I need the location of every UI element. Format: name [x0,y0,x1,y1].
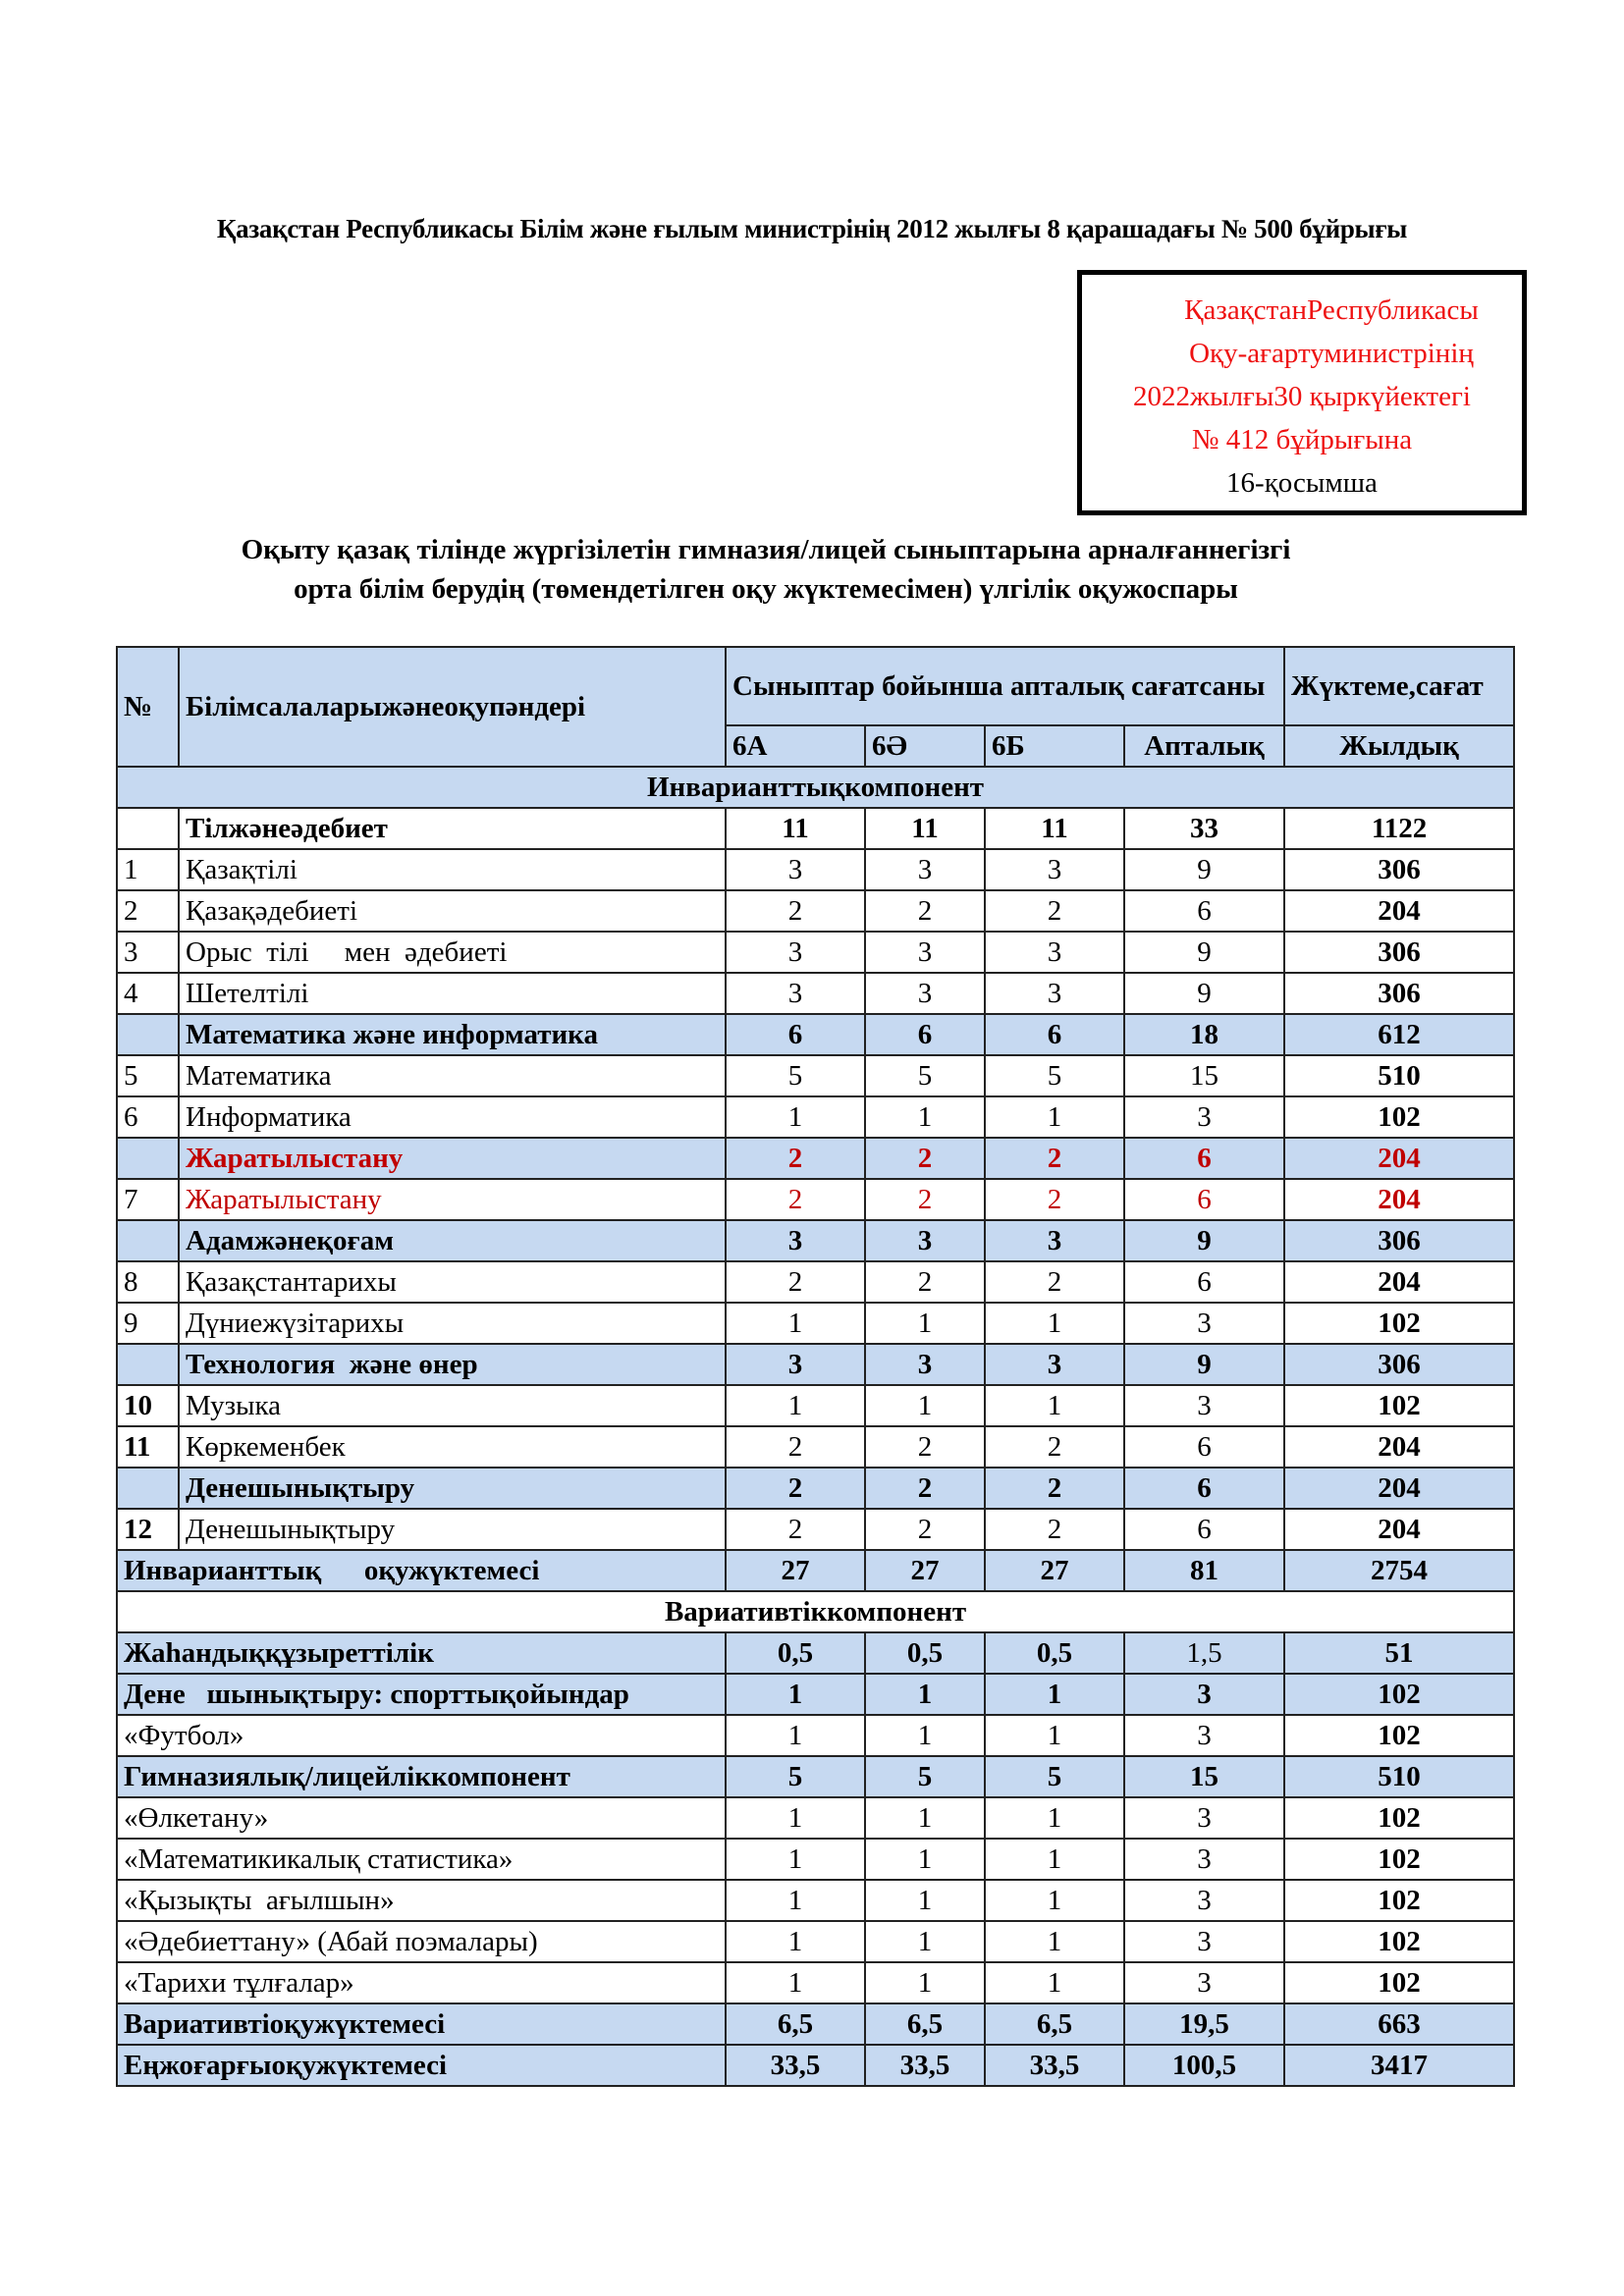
hours-6a: 1 [726,1880,865,1921]
table-row [117,1014,1514,1055]
hours-yearly: 102 [1284,1715,1514,1756]
hours-6e: 5 [865,1055,985,1096]
hours-6b: 0,5 [985,1632,1124,1674]
row-number [117,1344,179,1385]
hours-6e: 6 [865,1014,985,1055]
subject-name: Тілжәнеәдебиет [179,808,726,849]
document-title-line: орта білім берудің (төмендетілген оқу жүктемесімен) үлгілік оқужоспары [294,573,1238,605]
hours-6b: 1 [985,1096,1124,1138]
hours-yearly: 204 [1284,1138,1514,1179]
hours-6e: 5 [865,1756,985,1797]
subject-name: Көркеменбек [179,1426,726,1468]
hours-6e: 6,5 [865,2003,985,2045]
row-number: 3 [117,932,179,973]
hours-yearly: 102 [1284,1962,1514,2003]
hours-yearly: 510 [1284,1055,1514,1096]
header-num: № [117,647,179,767]
section-heading-invariant [117,767,1514,808]
row-number: 2 [117,890,179,932]
hours-yearly: 306 [1284,849,1514,890]
hours-weekly: 81 [1124,1550,1284,1591]
hours-weekly: 3 [1124,1096,1284,1138]
hours-6b: 3 [985,1344,1124,1385]
hours-weekly: 15 [1124,1756,1284,1797]
table-row [117,1344,1514,1385]
hours-yearly: 102 [1284,1385,1514,1426]
hours-weekly: 3 [1124,1674,1284,1715]
row-number [117,1220,179,1261]
row-number: 10 [117,1385,179,1426]
hours-weekly: 19,5 [1124,2003,1284,2045]
hours-yearly: 3417 [1284,2045,1514,2086]
subject-name: «Тарихи тұлғалар» [117,1962,726,2003]
table-row [117,1220,1514,1261]
hours-6b: 2 [985,890,1124,932]
hours-6b: 1 [985,1962,1124,2003]
hours-6a: 6,5 [726,2003,865,2045]
subject-name: «Өлкетану» [117,1797,726,1839]
hours-yearly: 204 [1284,1468,1514,1509]
hours-6b: 3 [985,973,1124,1014]
hours-6e: 2 [865,890,985,932]
hours-6b: 1 [985,1839,1124,1880]
hours-yearly: 510 [1284,1756,1514,1797]
hours-6b: 6 [985,1014,1124,1055]
hours-yearly: 306 [1284,1220,1514,1261]
hours-weekly: 6 [1124,890,1284,932]
hours-6e: 1 [865,1962,985,2003]
hours-6b: 1 [985,1715,1124,1756]
hours-6e: 3 [865,849,985,890]
hours-6a: 1 [726,1303,865,1344]
hours-6e: 11 [865,808,985,849]
hours-yearly: 204 [1284,890,1514,932]
subject-name: Денешынықтыру [179,1468,726,1509]
hours-6e: 1 [865,1880,985,1921]
table-row [117,1962,1514,2003]
hours-6a: 2 [726,1509,865,1550]
hours-6e: 1 [865,1674,985,1715]
table-row [117,973,1514,1014]
table-row [117,1756,1514,1797]
stamp-line: 2022жылғы30 қыркүйектегі [1133,381,1471,412]
hours-6b: 5 [985,1055,1124,1096]
row-number: 6 [117,1096,179,1138]
row-number: 12 [117,1509,179,1550]
hours-6b: 2 [985,1468,1124,1509]
hours-weekly: 3 [1124,1385,1284,1426]
hours-6e: 1 [865,1921,985,1962]
hours-weekly: 6 [1124,1138,1284,1179]
hours-weekly: 6 [1124,1468,1284,1509]
hours-6e: 0,5 [865,1632,985,1674]
hours-6a: 27 [726,1550,865,1591]
variative-total-row [117,2003,1514,2045]
subject-name: «Математикикалық статистика» [117,1839,726,1880]
invariant-total-row [117,1550,1514,1591]
subject-name: Жаратылыстану [179,1138,726,1179]
table-row [117,1385,1514,1426]
hours-6e: 1 [865,1303,985,1344]
hours-yearly: 204 [1284,1261,1514,1303]
hours-6a: 3 [726,849,865,890]
table-row [117,1632,1514,1674]
hours-weekly: 100,5 [1124,2045,1284,2086]
hours-6e: 1 [865,1715,985,1756]
hours-6b: 3 [985,1220,1124,1261]
hours-6b: 6,5 [985,2003,1124,2045]
subject-name: Инварианттық оқужүктемесі [117,1550,726,1591]
hours-6b: 1 [985,1797,1124,1839]
hours-6a: 1 [726,1839,865,1880]
header-load: Жүктеме,сағат [1284,647,1514,725]
stamp-line: № 412 бұйрығына [1191,424,1413,455]
hours-6a: 2 [726,1426,865,1468]
hours-weekly: 3 [1124,1880,1284,1921]
subject-name: Математика және информатика [179,1014,726,1055]
table-header-row [117,647,1514,725]
table-row [117,1179,1514,1220]
hours-6e: 3 [865,1220,985,1261]
hours-6b: 3 [985,849,1124,890]
hours-6a: 3 [726,1344,865,1385]
hours-yearly: 1122 [1284,808,1514,849]
hours-6e: 1 [865,1797,985,1839]
hours-weekly: 6 [1124,1509,1284,1550]
appendix-stamp-box [1077,270,1527,515]
table-row [117,1674,1514,1715]
hours-6e: 2 [865,1261,985,1303]
hours-6b: 1 [985,1674,1124,1715]
hours-yearly: 102 [1284,1303,1514,1344]
row-number: 4 [117,973,179,1014]
table-row [117,1797,1514,1839]
table-row [117,890,1514,932]
hours-6a: 2 [726,1261,865,1303]
hours-6b: 2 [985,1261,1124,1303]
row-number: 7 [117,1179,179,1220]
hours-weekly: 3 [1124,1839,1284,1880]
hours-weekly: 3 [1124,1797,1284,1839]
hours-6a: 1 [726,1715,865,1756]
hours-6b: 1 [985,1880,1124,1921]
row-number [117,1014,179,1055]
hours-yearly: 306 [1284,973,1514,1014]
hours-weekly: 15 [1124,1055,1284,1096]
hours-yearly: 663 [1284,2003,1514,2045]
hours-6b: 2 [985,1179,1124,1220]
hours-6b: 27 [985,1550,1124,1591]
hours-6a: 5 [726,1756,865,1797]
subject-name: Адамжәнеқоғам [179,1220,726,1261]
section-heading-label: Вариативтіккомпонент [117,1591,1514,1632]
hours-6a: 2 [726,1179,865,1220]
table-row [117,1261,1514,1303]
hours-yearly: 204 [1284,1426,1514,1468]
hours-6a: 11 [726,808,865,849]
document-title-line: Оқыту қазақ тілінде жүргізілетін гимназия/лицей сыныптарына арналғаннегізгі [241,534,1291,565]
hours-weekly: 9 [1124,973,1284,1014]
hours-6a: 2 [726,1468,865,1509]
hours-6b: 3 [985,932,1124,973]
hours-6a: 1 [726,1797,865,1839]
hours-yearly: 51 [1284,1632,1514,1674]
hours-yearly: 102 [1284,1797,1514,1839]
subject-name: Дүниежүзітарихы [179,1303,726,1344]
table-row [117,1096,1514,1138]
hours-6e: 3 [865,973,985,1014]
subject-name: Дене шынықтыру: спорттықойындар [117,1674,726,1715]
header-yearly: Жылдық [1284,725,1514,767]
hours-6a: 2 [726,1138,865,1179]
subject-name: Қазақтілі [179,849,726,890]
stamp-appendix-number: 16-қосымша [1226,467,1378,499]
hours-6e: 1 [865,1839,985,1880]
header-subject: Білімсалаларыжәнеоқупәндері [179,647,726,767]
table-row [117,849,1514,890]
table-row [117,1509,1514,1550]
subject-name: Еңжоғарғыоқужүктемесі [117,2045,726,2086]
table-row [117,1839,1514,1880]
hours-weekly: 6 [1124,1426,1284,1468]
stamp-line: ҚазақстанРеспубликасы [1184,294,1479,326]
hours-6a: 33,5 [726,2045,865,2086]
subject-name: Музыка [179,1385,726,1426]
hours-6a: 1 [726,1385,865,1426]
hours-6e: 2 [865,1179,985,1220]
hours-6b: 1 [985,1303,1124,1344]
hours-6a: 0,5 [726,1632,865,1674]
table-row [117,1880,1514,1921]
hours-6b: 2 [985,1509,1124,1550]
header-class-6e: 6Ә [865,725,985,767]
hours-6a: 6 [726,1014,865,1055]
hours-6e: 27 [865,1550,985,1591]
hours-6e: 2 [865,1426,985,1468]
table-row [117,1468,1514,1509]
hours-weekly: 3 [1124,1921,1284,1962]
hours-weekly: 18 [1124,1014,1284,1055]
order-reference-title: Қазақстан Республикасы Білім және ғылым министрінің 2012 жылғы 8 қарашадағы № 500 бұйрығы [216,214,1408,243]
hours-weekly: 9 [1124,1344,1284,1385]
hours-yearly: 612 [1284,1014,1514,1055]
hours-weekly: 1,5 [1124,1632,1284,1674]
header-weekly-hours: Сыныптар бойынша апталық сағатсаны [726,647,1284,725]
header-class-6b: 6Б [985,725,1124,767]
hours-yearly: 102 [1284,1096,1514,1138]
document-title [128,530,1404,609]
hours-yearly: 102 [1284,1921,1514,1962]
table-row [117,1303,1514,1344]
row-number: 8 [117,1261,179,1303]
subject-name: Жаратылыстану [179,1179,726,1220]
subject-name: Жаһандыққұзыреттілік [117,1632,726,1674]
table-row [117,1138,1514,1179]
hours-6a: 2 [726,890,865,932]
hours-yearly: 204 [1284,1509,1514,1550]
hours-6b: 2 [985,1426,1124,1468]
hours-6e: 2 [865,1468,985,1509]
hours-yearly: 102 [1284,1839,1514,1880]
subject-name: Информатика [179,1096,726,1138]
hours-yearly: 2754 [1284,1550,1514,1591]
header-weekly: Апталық [1124,725,1284,767]
table-row [117,1921,1514,1962]
row-number: 11 [117,1426,179,1468]
row-number: 9 [117,1303,179,1344]
hours-6e: 3 [865,932,985,973]
hours-6a: 1 [726,1096,865,1138]
table-row [117,1426,1514,1468]
curriculum-table [116,646,1515,2087]
hours-yearly: 102 [1284,1674,1514,1715]
hours-6b: 1 [985,1921,1124,1962]
hours-weekly: 6 [1124,1261,1284,1303]
subject-name: Вариативтіоқужүктемесі [117,2003,726,2045]
hours-weekly: 3 [1124,1303,1284,1344]
stamp-line: Оқу-ағартуминистрінің [1189,338,1474,369]
hours-6b: 5 [985,1756,1124,1797]
hours-6b: 1 [985,1385,1124,1426]
hours-6e: 1 [865,1096,985,1138]
hours-6e: 1 [865,1385,985,1426]
hours-6a: 1 [726,1674,865,1715]
row-number: 1 [117,849,179,890]
table-row [117,1715,1514,1756]
hours-6a: 3 [726,932,865,973]
subject-name: Гимназиялық/лицейліккомпонент [117,1756,726,1797]
row-number [117,1468,179,1509]
hours-6a: 3 [726,1220,865,1261]
table-row [117,1055,1514,1096]
hours-6e: 33,5 [865,2045,985,2086]
subject-name: Орыс тілі мен әдебиеті [179,932,726,973]
header-class-6a: 6А [726,725,865,767]
hours-6a: 3 [726,973,865,1014]
subject-name: «Әдебиеттану» (Абай поэмалары) [117,1921,726,1962]
hours-6e: 3 [865,1344,985,1385]
hours-weekly: 3 [1124,1715,1284,1756]
hours-6e: 2 [865,1138,985,1179]
subject-name: «Футбол» [117,1715,726,1756]
hours-yearly: 102 [1284,1880,1514,1921]
row-number [117,808,179,849]
subject-name: Математика [179,1055,726,1096]
subject-name: Технология және өнер [179,1344,726,1385]
hours-weekly: 9 [1124,1220,1284,1261]
hours-6b: 33,5 [985,2045,1124,2086]
hours-yearly: 306 [1284,1344,1514,1385]
row-number [117,1138,179,1179]
subject-name: Қазақәдебиеті [179,890,726,932]
hours-6a: 1 [726,1921,865,1962]
hours-6a: 5 [726,1055,865,1096]
hours-6a: 1 [726,1962,865,2003]
subject-name: Шетелтілі [179,973,726,1014]
hours-weekly: 33 [1124,808,1284,849]
max-total-row [117,2045,1514,2086]
table-row [117,808,1514,849]
hours-weekly: 3 [1124,1962,1284,2003]
hours-6b: 11 [985,808,1124,849]
hours-weekly: 9 [1124,849,1284,890]
hours-weekly: 6 [1124,1179,1284,1220]
hours-6e: 2 [865,1509,985,1550]
hours-yearly: 204 [1284,1179,1514,1220]
hours-yearly: 306 [1284,932,1514,973]
hours-6b: 2 [985,1138,1124,1179]
section-heading-label: Инварианттықкомпонент [117,767,1514,808]
hours-weekly: 9 [1124,932,1284,973]
subject-name: Денешынықтыру [179,1509,726,1550]
section-heading-variative [117,1591,1514,1632]
row-number: 5 [117,1055,179,1096]
table-row [117,932,1514,973]
subject-name: Қазақстантарихы [179,1261,726,1303]
subject-name: «Қызықты ағылшын» [117,1880,726,1921]
